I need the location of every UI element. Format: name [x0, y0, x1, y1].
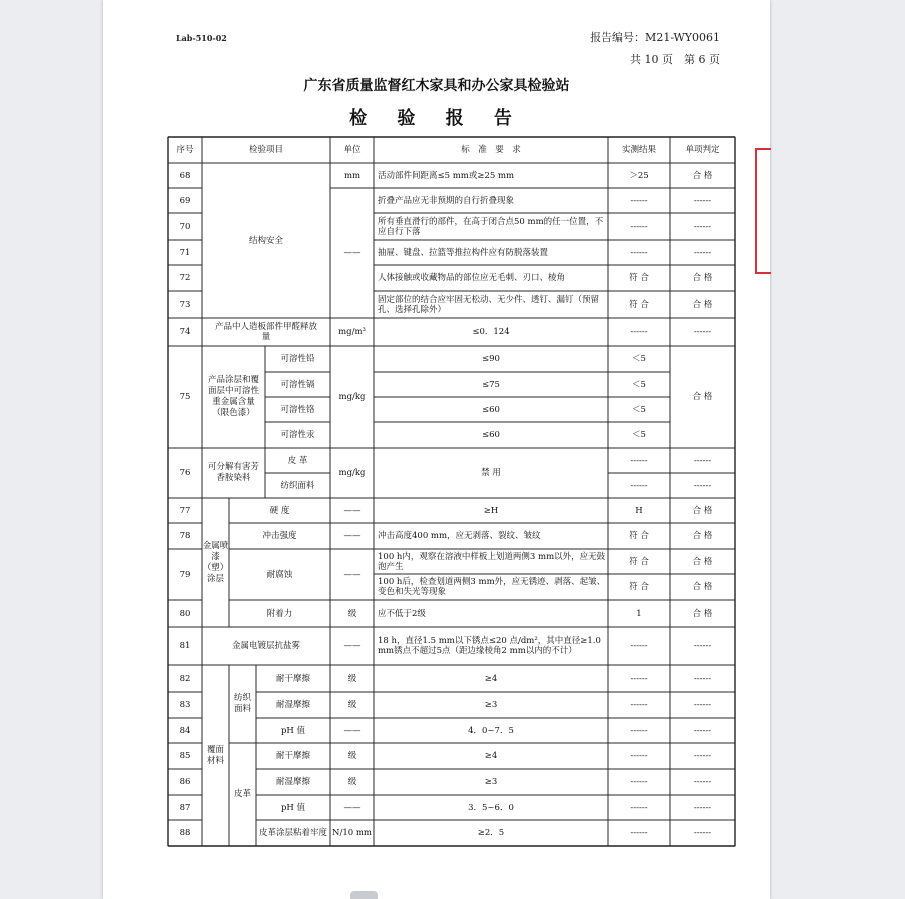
row-number: 69 [179, 195, 191, 206]
requirement-cell: 人体接触或收藏物品的部位应无毛刺、刃口、棱角 [378, 273, 566, 283]
judgement-cell: ------ [693, 751, 712, 761]
item-label: 金属电镀层抗盐雾 [231, 641, 300, 651]
unit-cell: 级 [347, 751, 357, 761]
row-number: 73 [179, 299, 191, 310]
row-number: 79 [179, 569, 191, 580]
column-header: 标 准 要 求 [461, 145, 521, 155]
item-label: 可溶性铬 [280, 404, 315, 415]
row-number: 80 [179, 608, 191, 619]
lab-name: 广东省质量监督红木家具和办公家具检验站 [303, 78, 570, 94]
row-number: 75 [179, 392, 191, 402]
item-group-label: 覆面材料 [206, 744, 224, 766]
scroll-handle[interactable] [350, 891, 378, 899]
judgement-cell: ------ [693, 641, 712, 651]
item-label: 附着力 [266, 608, 293, 619]
unit-cell: mg/kg [338, 392, 366, 402]
row-number: 81 [179, 641, 191, 651]
result-cell: ------ [630, 641, 648, 651]
requirement-cell: 活动部件间距离≤5 mm或≥25 mm [378, 170, 515, 181]
row-number: 86 [179, 777, 191, 787]
unit-cell: —— [343, 531, 361, 541]
result-cell: ------ [630, 777, 648, 787]
row-number: 77 [179, 505, 191, 516]
item-label: 可溶性铅 [280, 354, 315, 364]
requirement-cell: 所有垂直滑行的部件，在高于闭合点50 mm的任一位置，不应自行下落 [378, 216, 604, 237]
judgement-cell: 合 格 [692, 582, 713, 592]
result-cell: H [635, 505, 643, 516]
unit-cell: mg/m³ [338, 327, 366, 337]
item-group-label: 可分解有害芳香胺染料 [207, 462, 259, 483]
requirement-cell: ≤0．124 [472, 327, 510, 337]
unit-cell: mm [343, 170, 361, 181]
item-label: 产品中人造板部件甲醛释放量 [214, 322, 317, 342]
unit-cell: —— [343, 505, 361, 516]
requirement-cell: ≤60 [482, 404, 500, 415]
item-label: pH 值 [280, 725, 306, 736]
item-label: 耐湿摩擦 [275, 700, 310, 710]
unit-cell: 级 [347, 608, 357, 619]
row-number: 72 [179, 273, 191, 283]
judgement-cell: ------ [693, 673, 712, 684]
result-cell: ------ [630, 247, 648, 258]
requirement-cell: 抽屉、键盘、拉篮等推拉构件应有防脱落装置 [378, 247, 549, 258]
requirement-cell: ≥3 [484, 700, 498, 710]
unit-cell: 级 [347, 777, 357, 787]
result-cell: ＜5 [632, 379, 646, 390]
item-label: 结构安全 [248, 235, 283, 246]
result-cell: ------ [630, 455, 648, 466]
item-label: pH 值 [280, 802, 306, 813]
item-label: 皮革涂层粘着牢度 [258, 828, 327, 838]
requirement-cell: ≥2．5 [477, 828, 505, 838]
requirement-cell: 3．5~6．0 [468, 802, 514, 813]
item-label: 可溶性汞 [280, 430, 315, 440]
row-number: 83 [179, 700, 191, 710]
item-subgroup-label: 皮革 [233, 789, 251, 799]
result-cell: ------ [630, 480, 648, 491]
row-number: 84 [179, 725, 191, 736]
unit-cell: —— [343, 725, 361, 736]
judgement-cell: ------ [693, 327, 712, 337]
requirement-cell: 应不低于2级 [378, 608, 426, 619]
judgement-cell: 合 格 [692, 273, 713, 283]
report-page [103, 0, 770, 899]
item-label: 纺织面料 [280, 480, 315, 491]
judgement-cell: ------ [693, 828, 712, 838]
inspection-stamp [755, 148, 771, 274]
result-cell: ＞25 [629, 170, 649, 181]
requirement-cell: ≥4 [484, 751, 498, 761]
judgement-cell: ------ [693, 221, 712, 232]
result-cell: ------ [630, 725, 648, 736]
row-number: 70 [179, 221, 191, 232]
requirement-cell: 固定部位的结合应牢固无松动、无少件、透钉、漏钉（预留孔、选择孔除外） [378, 294, 600, 315]
item-group-label: 产品涂层和覆面层中可溶性重金属含量（限色漆） [207, 375, 259, 418]
item-label: 耐干摩擦 [275, 751, 310, 761]
judgement-cell: ------ [693, 700, 712, 710]
result-cell: ------ [630, 828, 648, 838]
result-cell: 符 合 [629, 582, 649, 592]
result-cell: 符 合 [629, 531, 649, 541]
report-title: 检 验 报 告 [349, 108, 524, 129]
requirement-cell: ≤75 [482, 379, 500, 390]
requirement-cell: ≥H [483, 505, 499, 516]
item-label: 皮 革 [287, 455, 308, 466]
unit-cell: —— [343, 641, 361, 651]
requirement-cell: 100 h后，检查划道两侧3 mm外，应无锈迹、剥落、起皱、变色和失光等现象 [378, 577, 606, 597]
judgement-cell: ------ [693, 195, 712, 206]
item-group-label: 金属喷漆（塑）涂层 [202, 540, 229, 584]
judgement-cell: ------ [693, 777, 712, 787]
row-number: 82 [179, 673, 191, 684]
judgement-cell: ------ [693, 480, 712, 491]
item-label: 耐湿摩擦 [275, 777, 310, 787]
column-header: 实测结果 [621, 145, 656, 155]
page-info: 共 10 页 第 6 页 [630, 53, 720, 66]
judgement-cell: 合 格 [692, 505, 713, 516]
row-number: 85 [179, 751, 191, 761]
requirement-cell: 禁 用 [481, 468, 501, 478]
unit-cell: —— [343, 569, 361, 580]
row-number: 71 [179, 247, 191, 258]
result-cell: ------ [630, 700, 648, 710]
requirement-cell: ≤60 [482, 430, 500, 440]
item-label: 耐干摩擦 [275, 673, 310, 684]
judgement-cell: 合 格 [692, 608, 713, 619]
result-cell: ------ [630, 751, 648, 761]
judgement-cell: ------ [693, 802, 712, 813]
item-label: 耐腐蚀 [266, 569, 293, 580]
requirement-cell: 4．0~7．5 [468, 725, 514, 736]
row-number: 78 [179, 531, 191, 541]
requirement-cell: 100 h内，观察在溶液中样板上划道两侧3 mm以外，应无鼓泡产生 [378, 551, 606, 572]
judgement-cell: 合 格 [692, 556, 713, 567]
requirement-cell: 折叠产品应无非预期的自行折叠现象 [378, 195, 515, 206]
item-label: 可溶性镉 [280, 379, 315, 390]
item-label: 硬 度 [269, 505, 290, 516]
item-subgroup-label: 纺织面料 [233, 693, 251, 714]
report-number: 报告编号：M21-WY0061 [590, 31, 720, 44]
row-number: 76 [179, 468, 191, 478]
requirement-cell: ≥4 [484, 673, 498, 684]
judgement-cell: 合 格 [692, 392, 713, 402]
unit-cell: —— [343, 248, 361, 258]
item-label: 冲击强度 [262, 531, 297, 541]
judgement-cell: 合 格 [692, 531, 713, 541]
document-code: Lab-510-02 [176, 33, 227, 43]
column-header: 单位 [343, 145, 361, 155]
result-cell: ------ [630, 802, 648, 813]
result-cell: ------ [630, 221, 648, 232]
result-cell: ＜5 [632, 404, 646, 415]
result-cell: 符 合 [629, 299, 649, 310]
result-cell: ------ [630, 327, 648, 337]
unit-cell: 级 [347, 700, 357, 710]
requirement-cell: 冲击高度400 mm，应无剥落、裂纹、皱纹 [378, 531, 541, 541]
column-header: 检验项目 [248, 145, 283, 155]
judgement-cell: ------ [693, 247, 712, 258]
requirement-cell: ≥3 [484, 777, 498, 787]
unit-cell: —— [343, 802, 361, 813]
requirement-cell: ≤90 [482, 354, 500, 364]
column-header: 序号 [176, 145, 194, 155]
judgement-cell: ------ [693, 725, 712, 736]
result-cell: ＜5 [632, 354, 646, 364]
row-number: 87 [179, 802, 191, 813]
unit-cell: N/10 mm [332, 828, 372, 838]
unit-cell: 级 [347, 673, 357, 684]
row-number: 68 [179, 170, 191, 181]
unit-cell: mg/kg [338, 468, 366, 478]
column-header: 单项判定 [685, 145, 720, 155]
result-cell: ------ [630, 673, 648, 684]
judgement-cell: 合 格 [692, 170, 713, 181]
row-number: 88 [179, 828, 191, 838]
result-cell: 1 [636, 608, 642, 619]
row-number: 74 [179, 327, 191, 337]
result-cell: 符 合 [629, 556, 649, 567]
result-cell: 符 合 [629, 273, 649, 283]
result-cell: ＜5 [632, 430, 646, 440]
requirement-cell: 18 h，直径1.5 mm以下锈点≤20 点/dm²，其中直径≥1.0 mm锈点不超过5点（距边缘棱角2 mm以内的不计） [378, 636, 601, 656]
judgement-cell: 合 格 [692, 299, 713, 310]
result-cell: ------ [630, 195, 648, 206]
judgement-cell: ------ [693, 455, 712, 466]
